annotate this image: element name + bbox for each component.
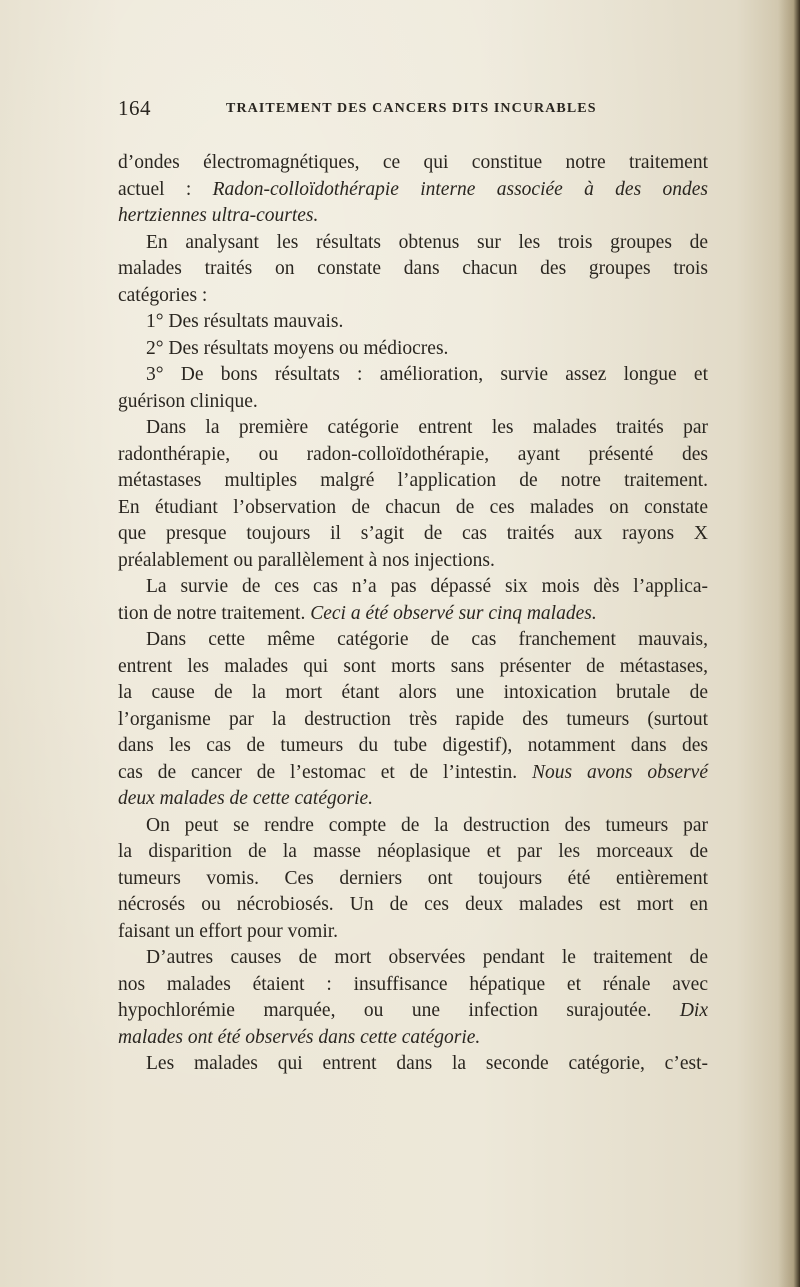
page-binding-shadow <box>778 0 800 1287</box>
text-line: deux malades de cette catégorie. <box>118 788 374 809</box>
text-line: En analysant les résultats obtenus sur les trois groupes de <box>146 231 708 253</box>
text-line: malades traités on constate dans chacun des groupes trois <box>118 258 708 279</box>
body-text <box>118 150 708 1078</box>
text-line: La survie de ces cas n’a pas dépassé six mois dès l’applica- <box>146 576 708 597</box>
running-title: TRAITEMENT DES CANCERS DITS INCURABLES <box>226 101 597 116</box>
text-line: nos malades étaient : insuffisance hépatique et rénale avec <box>118 973 708 995</box>
page-number: 164 <box>118 96 151 120</box>
text-line: l’organisme par la destruction très rapide des tumeurs (surtout <box>118 708 708 730</box>
text-line: entrent les malades qui sont morts sans présenter de métastases, <box>118 655 708 677</box>
text-line: actuel : Radon-colloïdothérapie interne associée à des ondes <box>118 178 708 200</box>
text-line: cas de cancer de l’estomac et de l’intestin. Nous avons observé <box>118 761 708 783</box>
text-line: Les malades qui entrent dans la seconde catégorie, c’est- <box>146 1053 708 1074</box>
text-line: Dans la première catégorie entrent les malades traités par <box>146 417 708 438</box>
list-item: 3° De bons résultats : amélioration, survie assez longue et <box>146 364 708 385</box>
text-line: la disparition de la masse néoplasique et par les morceaux de <box>118 841 708 862</box>
text-line: guérison clinique. <box>118 390 258 412</box>
text-line: faisant un effort pour vomir. <box>118 920 339 942</box>
text-line: hypochlorémie marquée, ou une infection surajoutée. Dix <box>118 1000 708 1021</box>
text-line: Dans cette même catégorie de cas franchement mauvais, <box>146 629 708 650</box>
text-line: tion de notre traitement. Ceci a été observé sur cinq malades. <box>118 602 597 624</box>
list-item: 2° Des résultats moyens ou médiocres. <box>146 337 449 359</box>
text-line: On peut se rendre compte de la destruction des tumeurs par <box>146 814 708 836</box>
text-line: métastases multiples malgré l’application de notre traitement. <box>118 470 708 491</box>
list-item: 1° Des résultats mauvais. <box>146 311 344 332</box>
text-line: radonthérapie, ou radon-colloïdothérapie, ayant présenté des <box>118 443 708 465</box>
text-line: malades ont été observés dans cette catégorie. <box>118 1026 481 1048</box>
text-line: d’ondes électromagnétiques, ce qui constitue notre traitement <box>118 152 708 173</box>
text-line: dans les cas de tumeurs du tube digestif), notamment dans des <box>118 735 708 756</box>
text-line: nécrosés ou nécrobiosés. Un de ces deux malades est mort en <box>118 894 708 915</box>
text-line: tumeurs vomis. Ces derniers ont toujours été entièrement <box>118 867 708 889</box>
text-line: préalablement ou parallèlement à nos injections. <box>118 549 495 571</box>
text-line: la cause de la mort étant alors une intoxication brutale de <box>118 682 708 703</box>
text-line: D’autres causes de mort observées pendant le traitement de <box>146 947 708 968</box>
text-line: catégories : <box>118 284 208 306</box>
text-line: que presque toujours il s’agit de cas traités aux rayons X <box>118 523 708 544</box>
page-header <box>118 96 708 122</box>
text-line: En étudiant l’observation de chacun de ces malades on constate <box>118 496 708 518</box>
text-line: hertziennes ultra-courtes. <box>118 205 319 226</box>
